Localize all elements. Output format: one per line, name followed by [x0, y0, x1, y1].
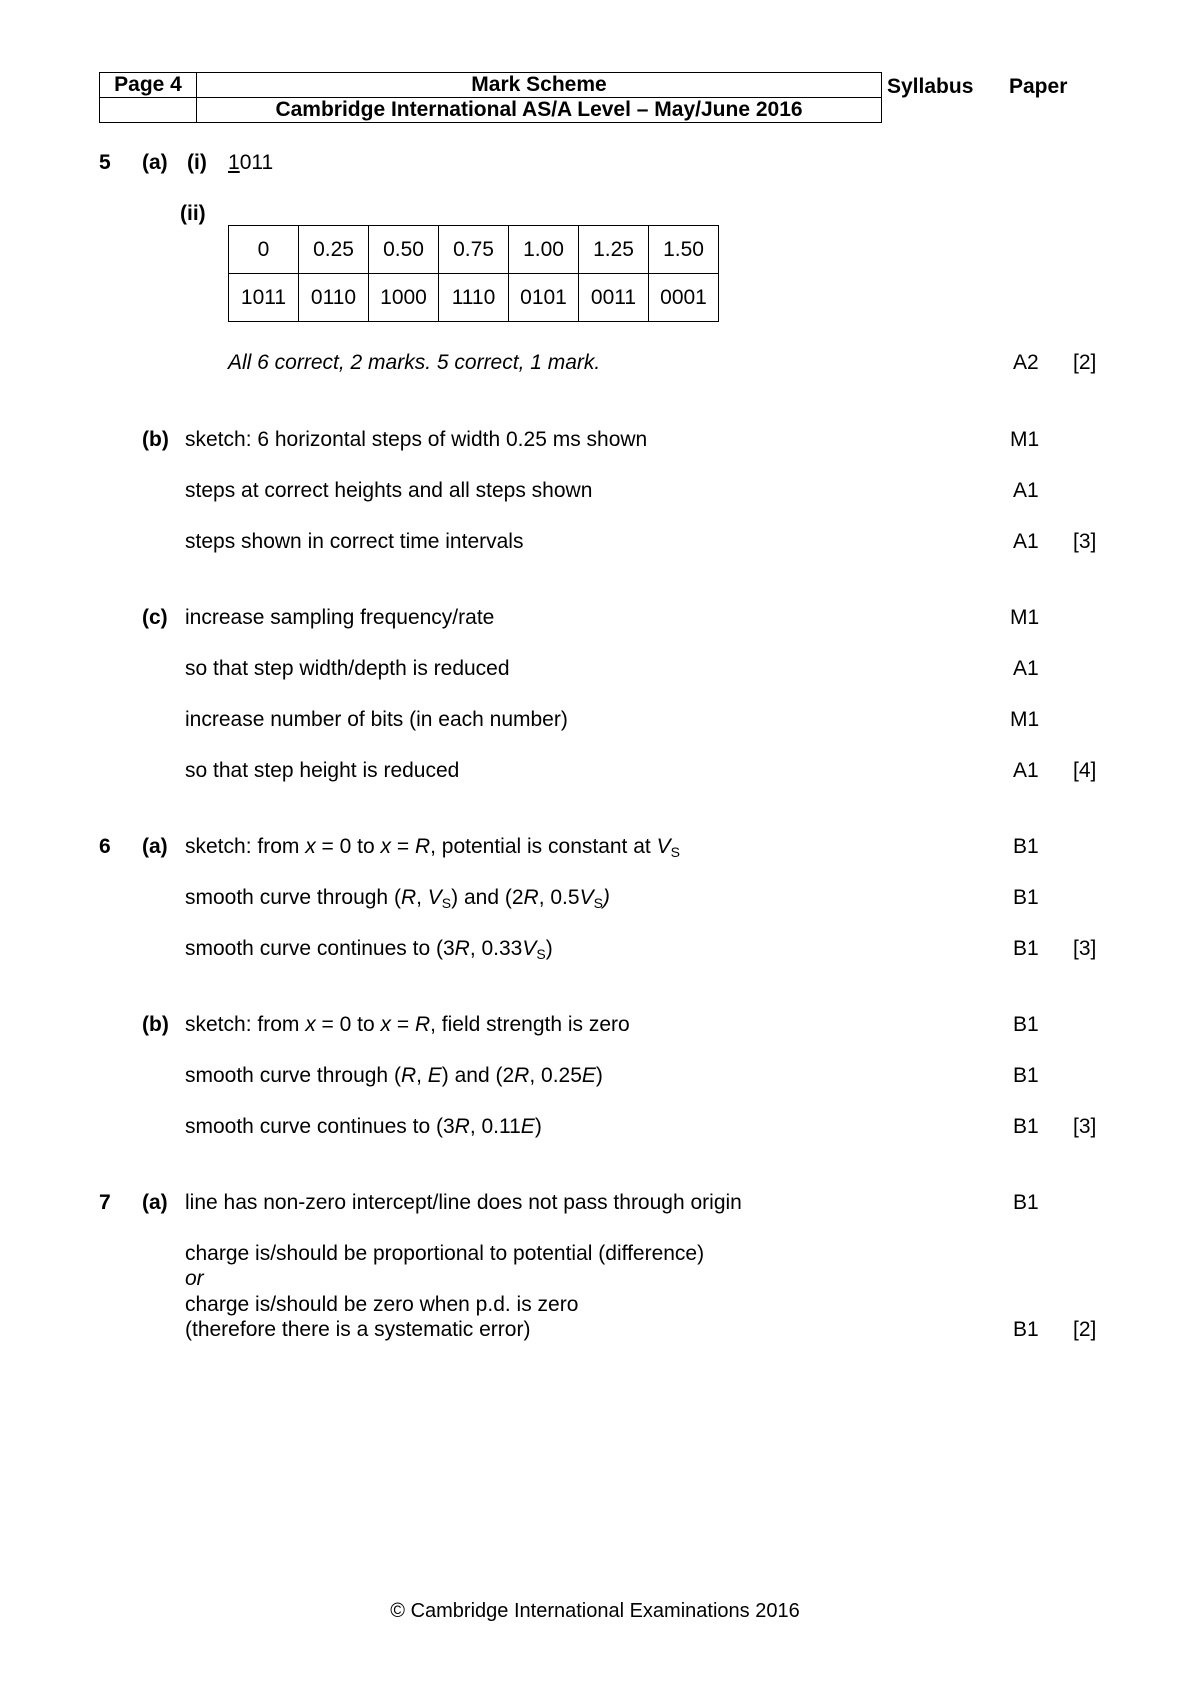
dac-cell: 0.50 [369, 226, 439, 274]
q5-c-mark: A1 [1013, 657, 1039, 680]
q6-a-mark: B1 [1013, 937, 1039, 960]
q7-line: line has non-zero intercept/line does not pass through origin [185, 1191, 742, 1214]
q5-a-i-answer [228, 152, 273, 173]
q7-line: charge is/should be zero when p.d. is zero [185, 1293, 579, 1316]
q6-b-mark: B1 [1013, 1115, 1039, 1138]
q5-a-i-answer-underlined: 1 [228, 151, 240, 174]
dac-cell: 0.25 [299, 226, 369, 274]
q5-a-label: (a) [142, 151, 168, 174]
paper-label: Paper [1009, 75, 1068, 98]
q6-b-line: sketch: from x = 0 to x = R, field strength is zero [185, 1013, 630, 1036]
q7-line: (therefore there is a systematic error) [185, 1318, 531, 1341]
dac-cell: 0 [229, 226, 299, 274]
q5-a-note: All 6 correct, 2 marks. 5 correct, 1 mark. [228, 351, 601, 374]
q6-a-mark: B1 [1013, 835, 1039, 858]
q6-b-mark: B1 [1013, 1064, 1039, 1087]
q5-c-mark: M1 [1010, 606, 1040, 629]
q6-b-line: smooth curve through (R, E) and (2R, 0.25E) [185, 1064, 603, 1087]
page-subtitle: Cambridge International AS/A Level – May/June 2016 [197, 98, 882, 123]
dac-cell: 1011 [229, 274, 299, 322]
q5-b-mark: A1 [1013, 530, 1039, 553]
q5-b-mark: A1 [1013, 479, 1039, 502]
q5-a-ii-label: (ii) [180, 202, 206, 225]
q7-mark: B1 [1013, 1318, 1039, 1341]
q5-c-label: (c) [142, 606, 168, 629]
q5-c-line: increase number of bits (in each number) [185, 708, 568, 731]
q6-b-label: (b) [142, 1013, 169, 1036]
q6-a-line: sketch: from x = 0 to x = R, potential is constant at $V_S$ [185, 835, 680, 860]
dac-cell: 0001 [649, 274, 719, 322]
dac-cell: 0.75 [439, 226, 509, 274]
page-title: Mark Scheme [197, 73, 882, 98]
q7-number: 7 [99, 1191, 111, 1214]
q7-a-label: (a) [142, 1191, 168, 1214]
dac-table [228, 225, 719, 322]
q5-b-label: (b) [142, 428, 169, 451]
q5-number: 5 [99, 151, 111, 174]
q6-a-mark: B1 [1013, 886, 1039, 909]
dac-cell: 1.50 [649, 226, 719, 274]
q5-c-mark: A1 [1013, 759, 1039, 782]
q5-c-mark: M1 [1010, 708, 1040, 731]
q6-a-line: smooth curve through (R, $V_S$) and (2R, $0.5V_S$) [185, 886, 610, 911]
q6-number: 6 [99, 835, 111, 858]
q7-total: [2] [1073, 1318, 1097, 1341]
q5-b-line: steps shown in correct time intervals [185, 530, 524, 553]
q5-b-mark: M1 [1010, 428, 1040, 451]
q5-c-line: so that step width/depth is reduced [185, 657, 510, 680]
dac-cell: 0101 [509, 274, 579, 322]
dac-row-binary [229, 274, 719, 322]
q5-c-line: increase sampling frequency/rate [185, 606, 495, 629]
dac-row-time [229, 226, 719, 274]
dac-cell: 0110 [299, 274, 369, 322]
q5-a-i-answer-rest: 011 [239, 151, 274, 174]
syllabus-label: Syllabus [887, 75, 974, 98]
q7-line: charge is/should be proportional to potential (difference) [185, 1242, 705, 1265]
header-table [99, 72, 882, 123]
q6-b-total: [3] [1073, 1115, 1097, 1138]
q5-b-total: [3] [1073, 530, 1097, 553]
page-number: Page 4 [100, 73, 197, 98]
q5-b-line: steps at correct heights and all steps shown [185, 479, 593, 502]
dac-cell: 1.00 [509, 226, 579, 274]
q6-b-mark: B1 [1013, 1013, 1039, 1036]
q5-a-total: [2] [1073, 351, 1097, 374]
q5-c-line: so that step height is reduced [185, 759, 460, 782]
q5-a-i-label: (i) [187, 151, 207, 174]
dac-cell: 1110 [439, 274, 509, 322]
q6-b-line: smooth curve continues to (3R, 0.11E) [185, 1115, 542, 1138]
q5-c-total: [4] [1073, 759, 1097, 782]
dac-cell: 1.25 [579, 226, 649, 274]
q5-b-line: sketch: 6 horizontal steps of width 0.25 ms shown [185, 428, 648, 451]
q7-or: or [185, 1267, 204, 1290]
footer-copyright: © Cambridge International Examinations 2016 [390, 1600, 800, 1622]
dac-cell: 0011 [579, 274, 649, 322]
q6-a-line: smooth curve continues to (3R, $0.33V_S$) [185, 937, 553, 962]
q6-a-label: (a) [142, 835, 168, 858]
q6-a-total: [3] [1073, 937, 1097, 960]
q5-a-mark: A2 [1013, 351, 1039, 374]
dac-cell: 1000 [369, 274, 439, 322]
q7-mark: B1 [1013, 1191, 1039, 1214]
header-blank-cell [100, 98, 197, 123]
